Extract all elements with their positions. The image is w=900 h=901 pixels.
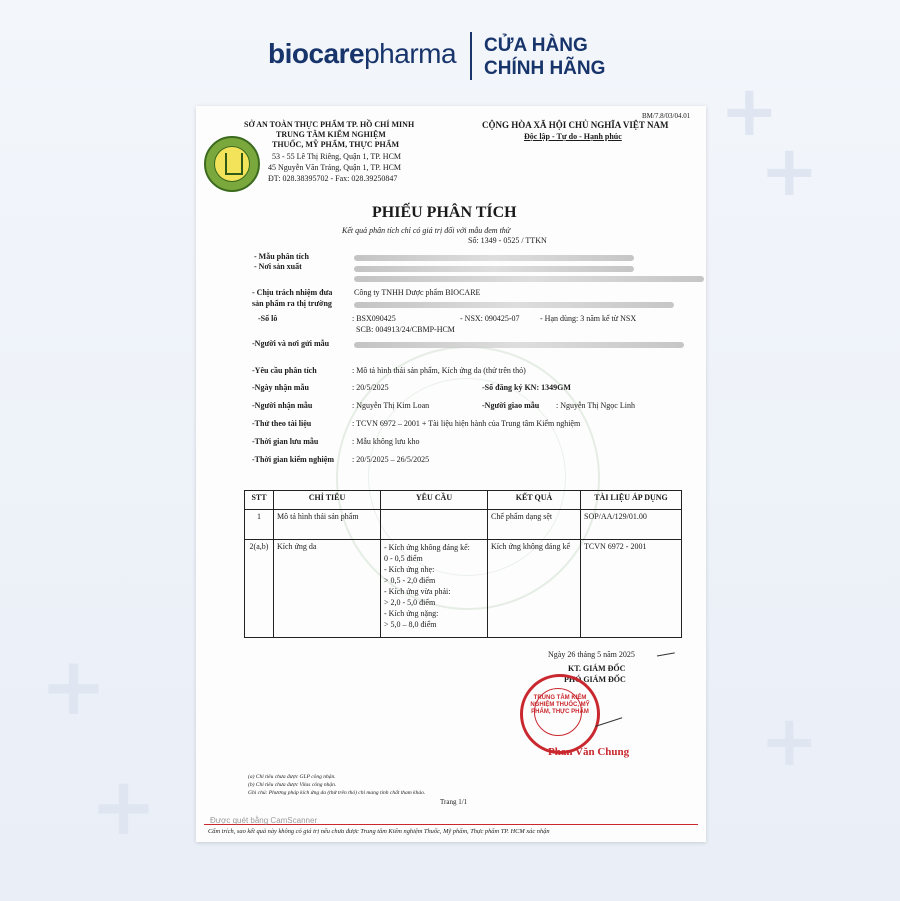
page-number: Trang 1/1 — [440, 798, 468, 806]
official-store-badge: CỬA HÀNG CHÍNH HÃNG — [484, 35, 606, 79]
row-stt: 2(a,b) — [245, 540, 274, 638]
institution-emblem-icon — [204, 136, 260, 192]
lot-value: : BSX090425 — [352, 314, 396, 323]
reference-label: -Thử theo tài liệu — [252, 419, 312, 428]
header-criterion: CHỈ TIÊU — [274, 491, 381, 510]
mfg-code: - NSX: 090425-07 — [460, 314, 520, 323]
received-date-label: -Ngày nhận mẫu — [252, 383, 309, 392]
red-seal-stamp: TRUNG TÂM KIỂM NGHIỆM THUỐC, MỸ PHẨM, THỰC PHẨM — [520, 674, 600, 754]
row-reference: TCVN 6972 - 2001 — [581, 540, 682, 638]
producer-label: - Nơi sản xuất — [254, 262, 302, 271]
deliverer-value: : Nguyễn Thị Ngọc Linh — [556, 401, 635, 410]
header-result: KẾT QUẢ — [488, 491, 581, 510]
storage-value: : Mẫu không lưu kho — [352, 437, 420, 446]
header-reference: TÀI LIỆU ÁP DỤNG — [581, 491, 682, 510]
row-reference: SOP/AA/129/01.00 — [581, 510, 682, 540]
header-requirement: YÊU CẦU — [381, 491, 488, 510]
org-address1: 53 - 55 Lê Thị Riêng, Quận 1, TP. HCM — [272, 152, 402, 161]
sign-subtitle: PHÓ GIÁM ĐỐC — [564, 675, 626, 684]
expiry: - Hạn dùng: 3 năm kể từ NSX — [540, 314, 637, 323]
row-result: Chế phẩm dạng sệt — [488, 510, 581, 540]
storage-label: -Thời gian lưu mẫu — [252, 437, 319, 446]
responsible-value: Công ty TNHH Dược phẩm BIOCARE — [354, 288, 481, 297]
redacted-sender — [354, 342, 684, 348]
analysis-certificate — [196, 106, 706, 842]
responsible-label: - Chịu trách nhiệm đưa — [252, 288, 333, 297]
table-header-row — [245, 491, 682, 510]
org-address2: 45 Nguyễn Văn Tráng, Quận 1, TP. HCM — [268, 163, 402, 172]
nation-motto: Độc lập - Tự do - Hạnh phúc — [524, 132, 622, 141]
row-criterion: Kích ứng da — [274, 540, 381, 638]
org-line1: SỞ AN TOÀN THỰC PHẨM TP. HỒ CHÍ MINH — [244, 120, 415, 129]
footer-disclaimer: Cấm trích, sao kết quả này không có giá trị nếu chưa được Trung tâm Kiểm nghiệm Thuốc, Mỹ phẩm, Thực phẩm TP. HCM xác nhận — [208, 828, 550, 835]
background-plus-icon: + — [90, 760, 158, 853]
redacted-producer-address — [354, 276, 704, 282]
brand-logo: biocarepharma — [268, 38, 457, 69]
brand-divider — [470, 32, 472, 80]
row-result: Kích ứng không đáng kể — [488, 540, 581, 638]
registration-number: -Số đăng ký KN: 1349GM — [482, 383, 571, 392]
header-stt: STT — [245, 491, 274, 510]
reference-value: : TCVN 6972 – 2001 + Tài liệu hiện hành của Trung tâm Kiểm nghiệm — [352, 419, 581, 428]
sign-title: KT. GIÁM ĐỐC — [568, 664, 626, 673]
results-table — [244, 490, 682, 638]
org-line3: THUỐC, MỸ PHẨM, THỰC PHẨM — [272, 140, 400, 149]
table-row — [245, 540, 682, 638]
request-label: -Yêu cầu phân tích — [252, 366, 317, 375]
sample-label: - Mẫu phân tích — [254, 252, 309, 261]
sender-label: -Người và nơi gửi mẫu — [252, 339, 330, 348]
signer-name: Phan Văn Chung — [548, 746, 630, 758]
sign-date: Ngày 26 tháng 5 năm 2025 — [548, 650, 635, 659]
test-period-label: -Thời gian kiểm nghiệm — [252, 455, 334, 464]
redacted-responsible-address — [354, 302, 674, 308]
background-plus-icon: + — [720, 70, 779, 152]
test-period-value: : 20/5/2025 – 26/5/2025 — [352, 455, 430, 464]
note-c: Ghi chú: Phương pháp kích ứng da (thử trên thỏ) chỉ mang tính chất tham khảo. — [248, 790, 426, 796]
org-phone: ĐT: 028.38395702 - Fax: 028.39250847 — [268, 174, 398, 183]
responsible-label-2: sản phẩm ra thị trường — [252, 299, 332, 308]
receiver-label: -Người nhận mẫu — [252, 401, 313, 410]
background-plus-icon: + — [760, 700, 819, 782]
scanner-watermark: Được quét bằng CamScanner — [210, 816, 318, 825]
lot-label: -Số lô — [258, 314, 278, 323]
form-code: BM/7.8/03/04.01 — [642, 112, 691, 120]
received-date-value: : 20/5/2025 — [352, 383, 389, 392]
background-plus-icon: + — [760, 130, 819, 212]
redacted-sample — [354, 255, 634, 261]
brand-header — [0, 28, 900, 88]
table-row — [245, 510, 682, 540]
org-line2: TRUNG TÂM KIỂM NGHIỆM — [276, 130, 386, 139]
document-subtitle: Kết quả phân tích chỉ có giá trị đối với mẫu đem thử — [342, 226, 511, 235]
background-plus-icon: + — [40, 640, 108, 733]
row-stt: 1 — [245, 510, 274, 540]
row-criterion: Mô tả hình thái sản phẩm — [274, 510, 381, 540]
note-a: (a) Chỉ tiêu chưa được GLP công nhận. — [248, 774, 336, 780]
row-requirement: - Kích ứng không đáng kể: 0 - 0,5 điểm - Kích ứng nhẹ: > 0,5 - 2,0 điểm - Kích ứng vừa phải: > 2,0 - 5,0 điểm - Kích ứng nặng: > 5,0 – 8,0 điểm — [381, 540, 488, 638]
row-requirement — [381, 510, 488, 540]
nation-title: CỘNG HÒA XÃ HỘI CHỦ NGHĨA VIỆT NAM — [482, 120, 669, 130]
initial-mark — [655, 643, 675, 657]
scb-number: SCB: 004913/24/CBMP-HCM — [356, 325, 455, 334]
redacted-producer — [354, 266, 634, 272]
note-b: (b) Chỉ tiêu chưa được Vilas công nhận. — [248, 782, 337, 788]
document-number: Số: 1349 - 0525 / TTKN — [468, 236, 547, 245]
document-title: PHIẾU PHÂN TÍCH — [372, 204, 517, 221]
request-value: : Mô tả hình thái sản phẩm, Kích ứng da (thử trên thỏ) — [352, 366, 526, 375]
receiver-value: : Nguyễn Thị Kim Loan — [352, 401, 430, 410]
deliverer-label: -Người giao mẫu — [482, 401, 540, 410]
